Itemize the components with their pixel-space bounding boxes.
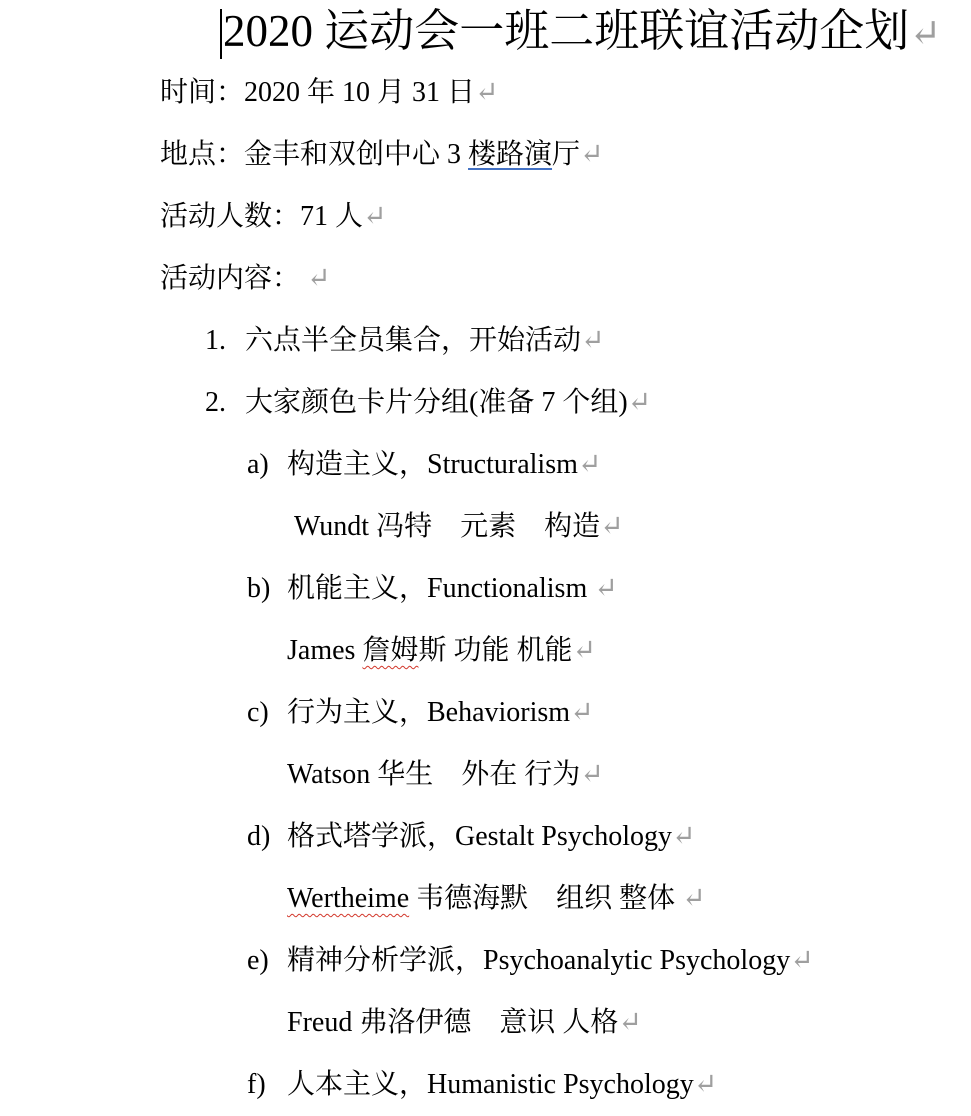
- list-item-f[interactable]: [0, 1054, 971, 1116]
- paragraph-mark-icon: ↵: [580, 139, 604, 170]
- list-item-c-text: 行为主义，Behaviorism: [287, 697, 571, 728]
- paragraph-mark-icon: ↵: [570, 697, 594, 728]
- line-content-heading-text: 活动内容：: [160, 263, 308, 294]
- list-item-1-text: 六点半全员集合，开始活动: [245, 325, 582, 356]
- line-location[interactable]: [0, 124, 971, 186]
- sub-line-watson-text: Watson 华生 外在 行为: [287, 759, 581, 790]
- line-time[interactable]: [0, 62, 971, 124]
- paragraph-mark-icon: ↵: [580, 759, 604, 790]
- list-item-d-text: 格式塔学派，Gestalt Psychology: [287, 821, 672, 852]
- paragraph-mark-icon: ↵: [572, 635, 596, 666]
- page-title: 2020 运动会一班二班联谊活动企划: [222, 6, 910, 56]
- text-cursor: [220, 9, 222, 59]
- list-item-e[interactable]: [0, 930, 971, 992]
- sub-line-freud-text: Freud 弗洛伊德 意识 人格: [287, 1007, 619, 1038]
- line-time-text: 时间：2020 年 10 月 31 日: [160, 77, 476, 108]
- paragraph-mark-icon: ↵: [581, 325, 605, 356]
- line-location-pre: 地点：金丰和双创中心 3: [160, 139, 469, 170]
- list-marker: b): [247, 573, 271, 604]
- grammar-marked-text: 楼路演: [468, 139, 553, 170]
- title-line[interactable]: [0, 0, 971, 62]
- paragraph-mark-icon: ↵: [475, 77, 499, 108]
- sub-line-watson[interactable]: [0, 744, 971, 806]
- list-item-a-text: 构造主义，Structuralism: [287, 449, 578, 480]
- list-marker: 2.: [205, 387, 226, 418]
- sub-line-wertheime-post: 韦德海默 组织 整体: [409, 883, 683, 914]
- list-marker: a): [247, 449, 269, 480]
- list-item-b[interactable]: [0, 558, 971, 620]
- list-item-f-text: 人本主义，Humanistic Psychology: [287, 1069, 694, 1100]
- list-item-1[interactable]: [0, 310, 971, 372]
- list-marker: 1.: [205, 325, 226, 356]
- paragraph-mark-icon: ↵: [600, 511, 624, 542]
- list-item-c[interactable]: [0, 682, 971, 744]
- paragraph-mark-icon: ↵: [682, 883, 706, 914]
- line-content-heading[interactable]: [0, 248, 971, 310]
- sub-line-wundt-text: Wundt 冯特 元素 构造: [287, 511, 601, 542]
- list-item-b-text: 机能主义，Functionalism: [287, 573, 595, 604]
- line-attendees[interactable]: [0, 186, 971, 248]
- sub-line-james-pre: James: [287, 635, 363, 666]
- list-item-a[interactable]: [0, 434, 971, 496]
- list-item-e-text: 精神分析学派，Psychoanalytic Psychology: [287, 945, 791, 976]
- paragraph-mark-icon: ↵: [594, 573, 618, 604]
- paragraph-mark-icon: ↵: [307, 263, 331, 294]
- paragraph-mark-icon: ↵: [618, 1007, 642, 1038]
- sub-line-wundt[interactable]: [0, 496, 971, 558]
- line-location-post: 厅: [552, 139, 581, 170]
- paragraph-mark-icon: ↵: [909, 13, 942, 55]
- line-attendees-text: 活动人数：71 人: [160, 201, 364, 232]
- list-item-2-text: 大家颜色卡片分组(准备 7 个组): [245, 387, 628, 418]
- paragraph-mark-icon: ↵: [790, 945, 814, 976]
- list-marker: f): [247, 1069, 266, 1100]
- list-item-2[interactable]: [0, 372, 971, 434]
- paragraph-mark-icon: ↵: [672, 821, 696, 852]
- spelling-marked-text: 詹姆: [362, 635, 419, 666]
- spelling-marked-text: Wertheime: [287, 883, 410, 914]
- sub-line-wertheime[interactable]: [0, 868, 971, 930]
- list-item-d[interactable]: [0, 806, 971, 868]
- list-marker: c): [247, 697, 269, 728]
- paragraph-mark-icon: ↵: [577, 449, 602, 480]
- sub-line-james[interactable]: [0, 620, 971, 682]
- sub-line-james-post: 斯 功能 机能: [418, 635, 573, 666]
- paragraph-mark-icon: ↵: [363, 201, 387, 232]
- list-marker: e): [247, 945, 269, 976]
- paragraph-mark-icon: ↵: [627, 387, 652, 418]
- sub-line-freud[interactable]: [0, 992, 971, 1054]
- paragraph-mark-icon: ↵: [693, 1069, 718, 1100]
- list-marker: d): [247, 821, 271, 852]
